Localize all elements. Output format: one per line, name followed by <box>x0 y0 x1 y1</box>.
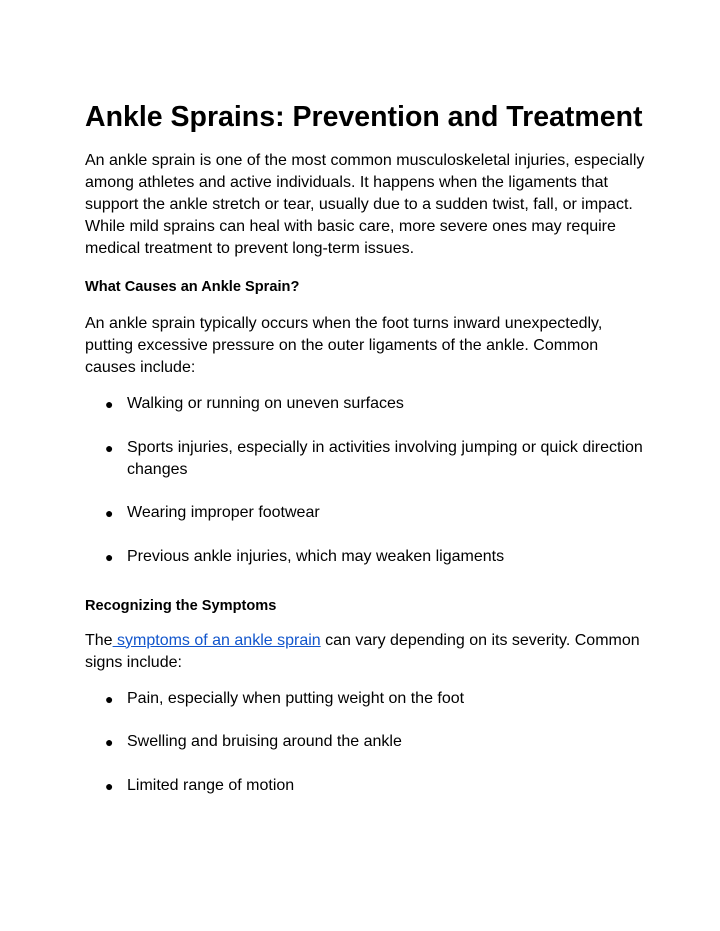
symptoms-list <box>85 688 645 797</box>
causes-paragraph: An ankle sprain typically occurs when the foot turns inward unexpectedly, putting excessive pressure on the outer ligaments of the ankle. Common causes include: <box>85 315 603 376</box>
document-page <box>85 98 645 818</box>
bullet-icon: ● <box>105 396 114 412</box>
list-item <box>85 393 645 415</box>
list-item-text: Wearing improper footwear <box>127 504 320 521</box>
list-item-text: Previous ankle injuries, which may weaken ligaments <box>127 547 505 565</box>
list-item <box>85 502 645 524</box>
causes-heading: What Causes an Ankle Sprain? <box>85 279 300 295</box>
list-item-text: Pain, especially when putting weight on the foot <box>127 689 465 707</box>
bullet-icon: ● <box>105 734 114 750</box>
symptoms-link[interactable]: symptoms of an ankle sprain <box>112 631 321 649</box>
symptoms-paragraph-end: can vary depending on its severity. Common signs include: <box>85 631 640 671</box>
list-item-text: Walking or running on uneven surfaces <box>127 395 404 412</box>
list-item <box>85 437 645 481</box>
list-item <box>85 775 645 797</box>
list-item-text: Limited range of motion <box>127 776 295 794</box>
bullet-icon: ● <box>105 439 114 456</box>
symptoms-heading: Recognizing the Symptoms <box>85 597 277 614</box>
intro-paragraph: An ankle sprain is one of the most common musculoskeletal injuries, especially among athletes and active individuals. It happens when the ligaments that support the ankle stretch or tear, usually due to a sudden twist, fall, or impact. While mild sprains can heal with basic care, more severe ones may require medical treatment to prevent long-term issues. <box>85 152 645 257</box>
symptoms-paragraph-start: The <box>85 631 113 649</box>
bullet-icon: ● <box>105 690 114 707</box>
list-item-text: Swelling and bruising around the ankle <box>127 733 402 750</box>
list-item <box>85 546 645 568</box>
causes-list <box>85 393 645 568</box>
page-title: Ankle Sprains: Prevention and Treatment <box>85 101 643 133</box>
bullet-icon: ● <box>105 777 114 794</box>
bullet-icon: ● <box>105 548 114 565</box>
symptoms-paragraph <box>85 630 645 674</box>
list-item <box>85 731 645 753</box>
list-item-text: Sports injuries, especially in activities involving jumping or quick direction changes <box>127 438 643 478</box>
bullet-icon: ● <box>105 505 114 521</box>
list-item <box>85 688 645 710</box>
